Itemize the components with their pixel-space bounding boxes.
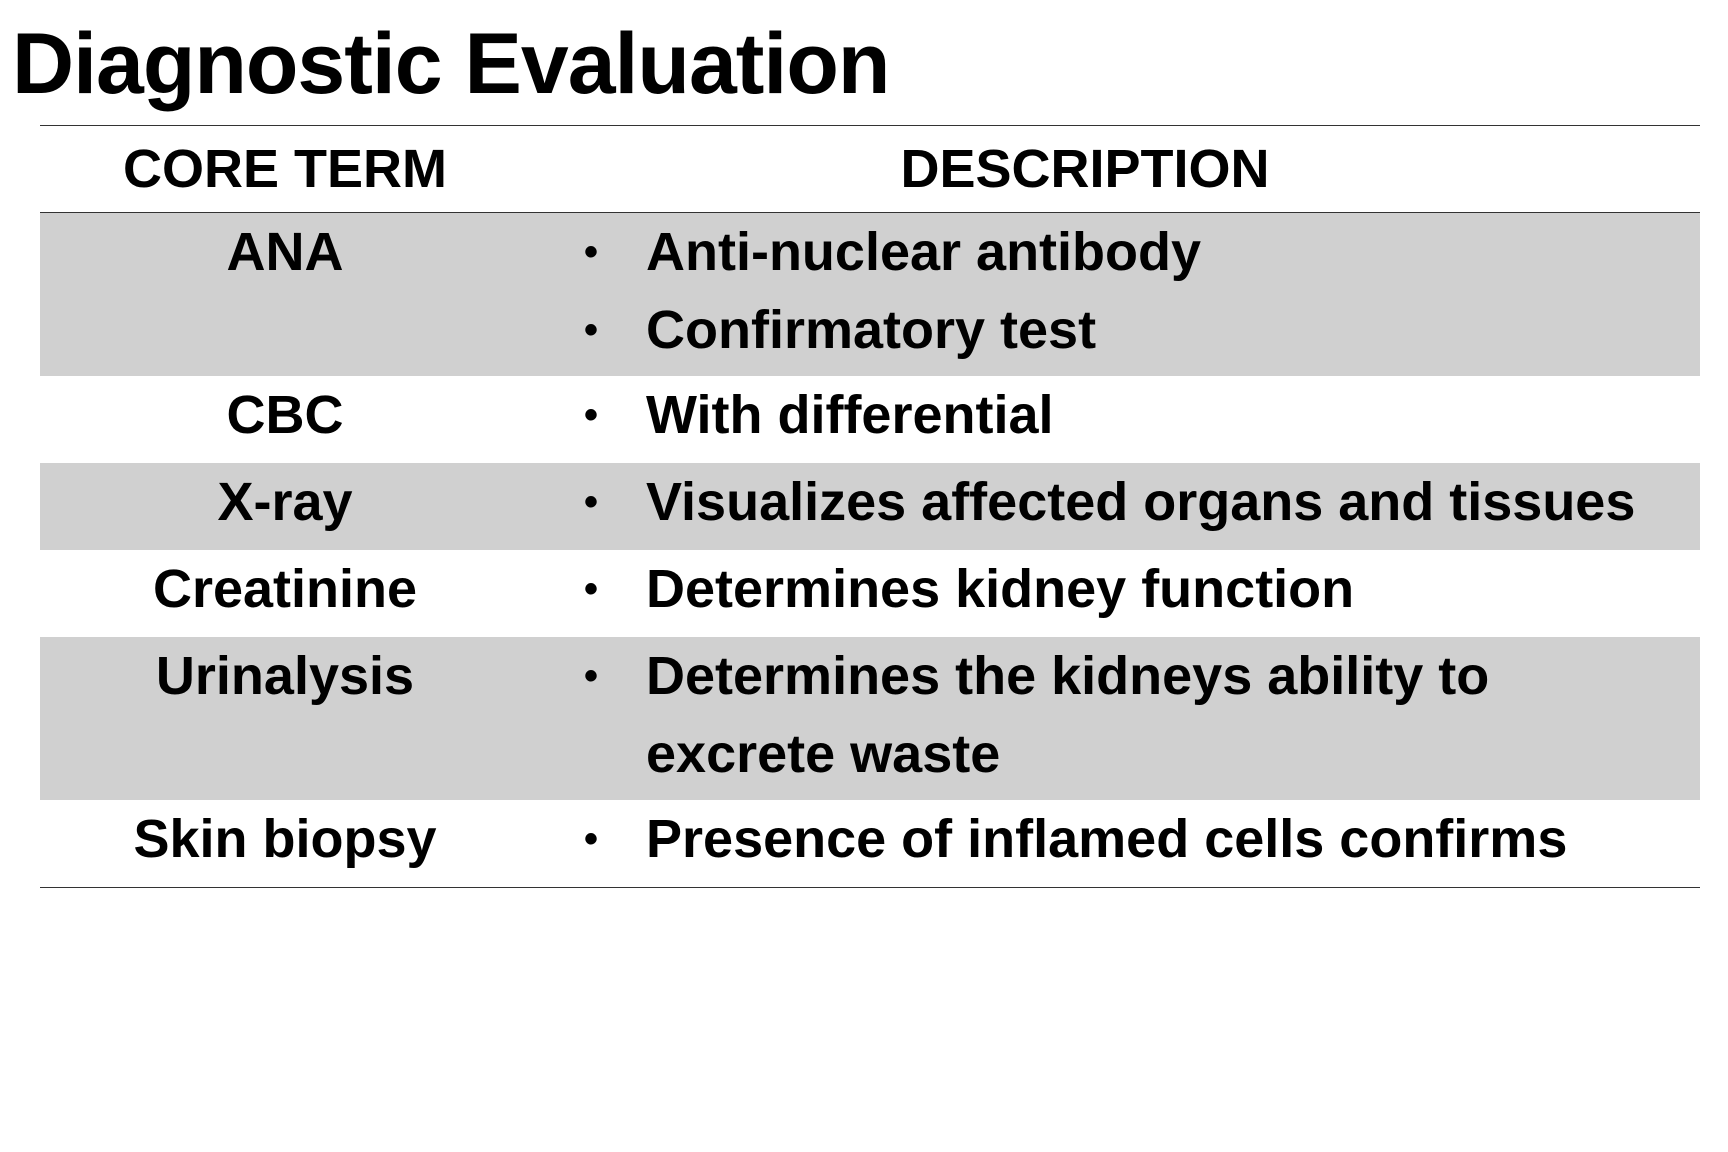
bullet-text: Determines kidney function [646,559,1355,619]
page-title: Diagnostic Evaluation [12,16,890,112]
bullet-item [530,463,1700,541]
diagnostic-table [40,125,1700,888]
bullet-icon: • [584,654,599,698]
table-row [40,213,1700,376]
table-row [40,550,1700,637]
description-cell [530,550,1700,628]
bullet-icon: • [584,308,599,352]
header-core-term: CORE TERM [123,139,447,199]
bullet-text: Confirmatory test [646,300,1097,360]
bullet-item [530,376,1700,454]
term-cell: CBC [226,385,344,445]
bullet-item [530,291,1700,369]
term-cell: Urinalysis [155,646,415,706]
bullet-item [530,637,1700,793]
description-cell [530,376,1700,454]
table-row [40,463,1700,550]
bullet-icon: • [584,230,599,274]
bullet-item [530,213,1700,291]
table-row [40,637,1700,800]
description-cell [530,800,1700,878]
bullet-icon: • [584,480,599,524]
table-row [40,376,1700,463]
term-cell: Skin biopsy [133,809,437,869]
term-cell: Creatinine [152,559,418,619]
term-cell: ANA [226,222,344,282]
description-cell [530,213,1700,369]
bullet-icon: • [584,817,599,861]
bullet-item [530,800,1700,878]
bullet-text: With differential [646,385,1054,445]
description-cell [530,637,1700,793]
table-row [40,800,1700,887]
table-header-row [40,126,1700,213]
bullet-item [530,550,1700,628]
description-cell [530,463,1700,541]
header-description: DESCRIPTION [900,139,1270,199]
term-cell: X-ray [217,472,353,532]
bullet-icon: • [584,567,599,611]
bullet-text: Presence of inflamed cells confirms [646,809,1568,869]
bullet-text: Determines the kidneys ability to excrete waste [646,646,1490,784]
bullet-icon: • [584,393,599,437]
bullet-text: Anti-nuclear antibody [646,222,1202,282]
bullet-text: Visualizes affected organs and tissues [646,472,1636,532]
